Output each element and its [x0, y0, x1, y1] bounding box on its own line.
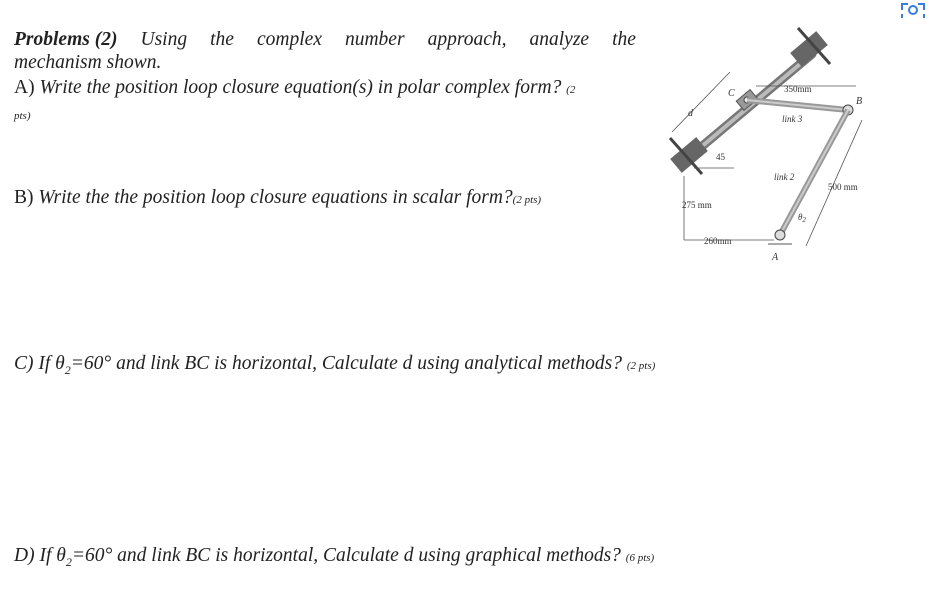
mechanism-diagram — [660, 20, 890, 280]
intro-word: Using — [140, 29, 188, 50]
problem-heading: Problems (2) — [14, 29, 118, 50]
label-link2: link 2 — [774, 172, 795, 182]
joint-a — [775, 230, 785, 240]
label-350mm: 350mm — [784, 84, 812, 94]
question-d-points: (6 pts) — [625, 552, 655, 564]
question-c-sub: 2 — [64, 362, 71, 377]
label-link3: link 3 — [782, 114, 803, 124]
question-a-text: Write the position loop closure equation(s) in polar complex form? — [39, 77, 562, 98]
question-c-points: (2 pts) — [626, 360, 656, 372]
label-theta: $\theta_2$ — [798, 212, 806, 224]
label-275mm: 275 mm — [682, 200, 712, 210]
label-260mm: 260mm — [704, 236, 732, 246]
problem-intro — [14, 28, 636, 74]
question-a — [14, 76, 654, 128]
question-b-points: (2 pts) — [512, 194, 542, 206]
question-b — [14, 186, 541, 212]
question-d-sub: 2 — [65, 554, 72, 569]
intro-line-1 — [14, 28, 636, 51]
intro-line-2: mechanism shown. — [14, 52, 162, 73]
intro-word: the — [210, 29, 234, 50]
question-a-letter: A) — [14, 77, 35, 98]
scan-icon[interactable] — [898, 0, 928, 22]
label-45: 45 — [716, 152, 725, 162]
question-c-text: =60° and link BC is horizontal, Calculate d using analytical methods? — [70, 353, 622, 374]
intro-word: analyze — [529, 29, 590, 50]
question-d-prefix: D) If θ — [14, 545, 66, 566]
question-c — [14, 352, 655, 382]
intro-word: complex — [256, 29, 322, 50]
question-c-prefix: C) If θ — [14, 353, 65, 374]
link-3-highlight — [747, 100, 848, 110]
label-a: A — [772, 252, 779, 263]
question-b-letter: B) — [14, 187, 34, 208]
label-b: B — [856, 96, 863, 107]
intro-word: approach, — [427, 29, 507, 50]
question-d — [14, 544, 654, 574]
dimension-d-line — [672, 72, 730, 132]
question-a-points-cont: pts) — [14, 110, 31, 122]
intro-word: the — [612, 29, 636, 50]
question-b-text: Write the the position loop closure equations in scalar form? — [38, 187, 513, 208]
label-500mm: 500 mm — [828, 182, 858, 192]
question-a-points: (2 — [566, 84, 576, 96]
label-d: d — [688, 108, 693, 119]
label-c: C — [728, 88, 735, 99]
question-d-text: =60° and link BC is horizontal, Calculate d using graphical methods? — [71, 545, 621, 566]
intro-word: number — [344, 29, 405, 50]
